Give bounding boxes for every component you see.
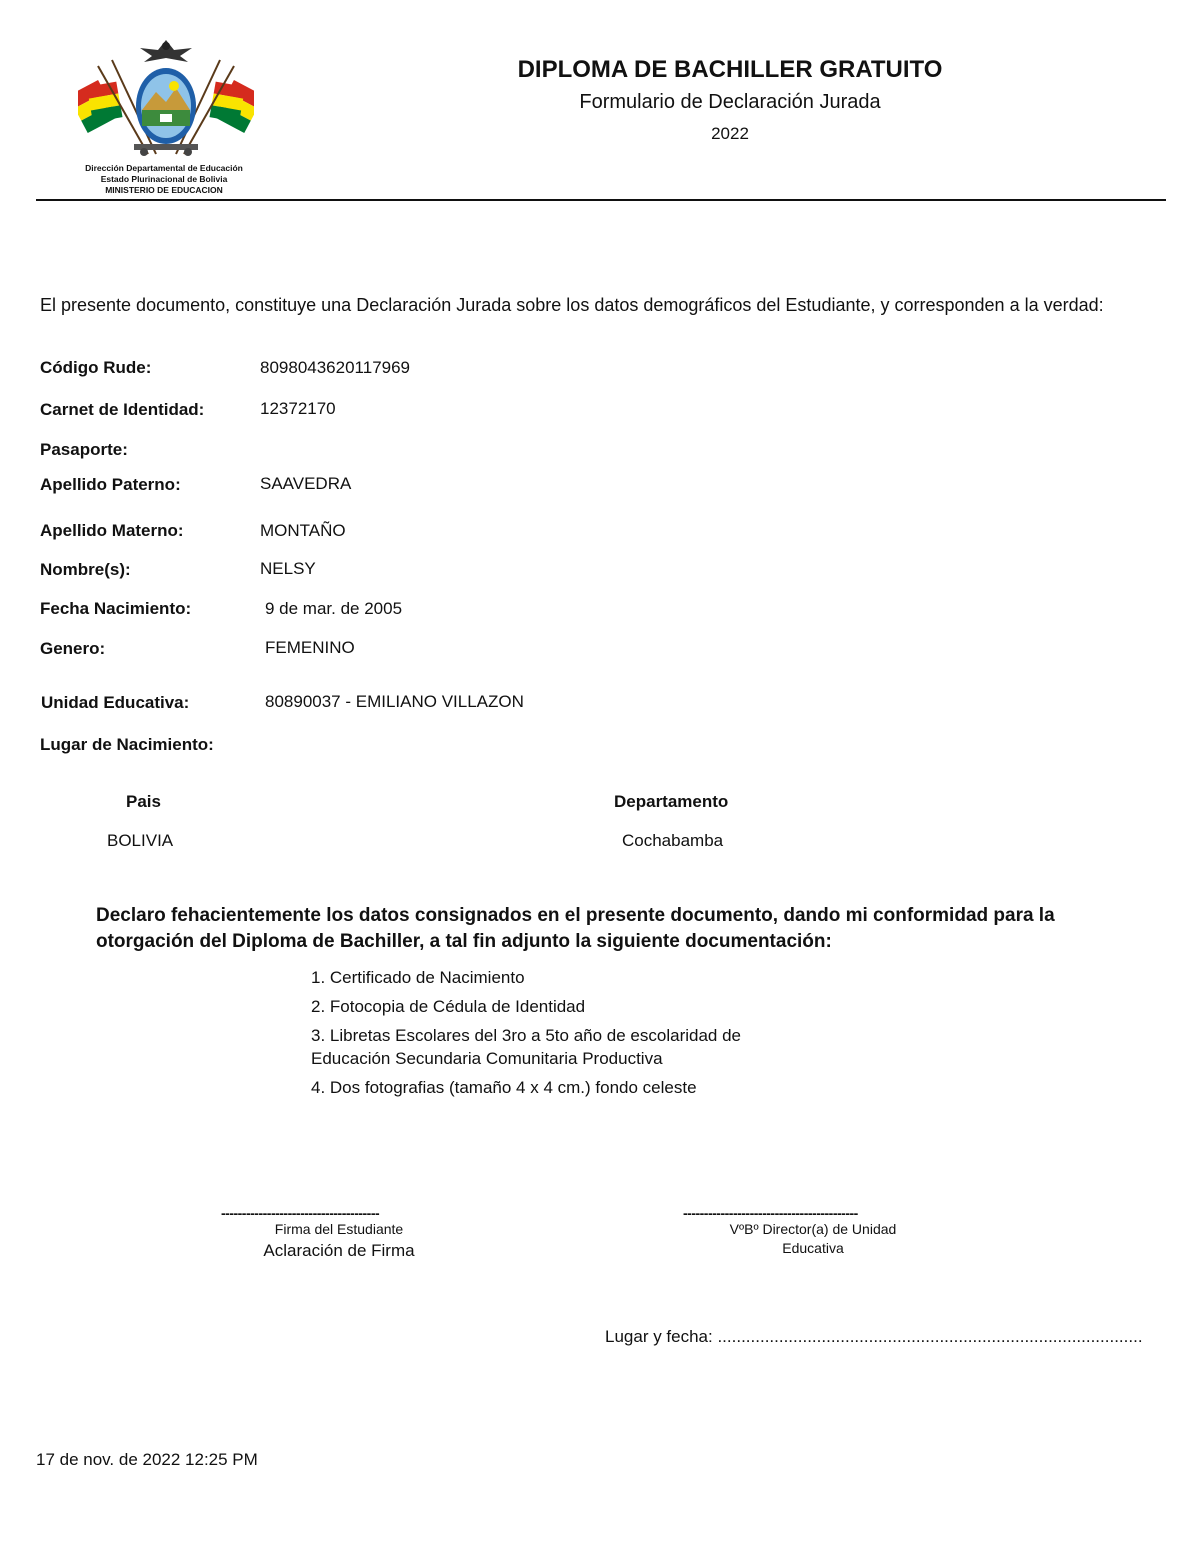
ci-value: 12372170 bbox=[260, 399, 336, 418]
header-divider bbox=[36, 199, 1166, 201]
pais-header: Pais bbox=[126, 792, 161, 811]
departamento-value: Cochabamba bbox=[622, 831, 724, 850]
document-item-2: 2. Fotocopia de Cédula de Identidad bbox=[311, 997, 586, 1016]
rude-label: Código Rude: bbox=[40, 358, 152, 377]
apellido-materno-value: MONTAÑO bbox=[260, 521, 346, 540]
institution-line-1: Dirección Departamental de Educación bbox=[85, 163, 243, 173]
unidad-educativa-label: Unidad Educativa: bbox=[41, 693, 190, 712]
document-item-1: 1. Certificado de Nacimiento bbox=[311, 968, 525, 987]
document-title: DIPLOMA DE BACHILLER GRATUITO bbox=[517, 56, 943, 83]
director-signature-line: ------------------------------------------ bbox=[683, 1205, 858, 1221]
fecha-nacimiento-label: Fecha Nacimiento: bbox=[40, 599, 192, 618]
student-signature-label: Firma del Estudiante bbox=[274, 1221, 404, 1237]
director-signature-label-cont: Educativa bbox=[782, 1240, 844, 1256]
document-item-3: 3. Libretas Escolares del 3ro a 5to año de escolaridad de bbox=[311, 1026, 741, 1045]
lugar-nacimiento-label: Lugar de Nacimiento: bbox=[40, 735, 214, 754]
declaration-text: Declaro fehacientemente los datos consignados en el presente documento, dando mi conformidad para la otorgación del Diploma de Bachiller, a tal fin adjunto la siguiente documentación: bbox=[96, 905, 1055, 952]
document-subtitle: Formulario de Declaración Jurada bbox=[579, 91, 881, 113]
fecha-nacimiento-value: 9 de mar. de 2005 bbox=[265, 599, 403, 618]
apellido-paterno-value: SAAVEDRA bbox=[260, 474, 352, 493]
apellido-materno-label: Apellido Materno: bbox=[40, 521, 184, 540]
nombres-label: Nombre(s): bbox=[40, 560, 131, 579]
intro-paragraph: El presente documento, constituye una Declaración Jurada sobre los datos demográficos del Estudiante, y corresponden a la verdad: bbox=[40, 295, 1104, 315]
document-item-4: 4. Dos fotografias (tamaño 4 x 4 cm.) fondo celeste bbox=[311, 1078, 697, 1097]
student-clarification-label: Aclaración de Firma bbox=[263, 1241, 415, 1260]
pasaporte-label: Pasaporte: bbox=[40, 440, 128, 459]
document-year: 2022 bbox=[711, 124, 749, 143]
rude-value: 8098043620117969 bbox=[260, 358, 411, 377]
institution-line-3: MINISTERIO DE EDUCACION bbox=[105, 185, 223, 195]
place-date-field: Lugar y fecha: .......................................................................................... bbox=[605, 1327, 1143, 1346]
unidad-educativa-value: 80890037 - EMILIANO VILLAZON bbox=[265, 692, 524, 711]
departamento-header: Departamento bbox=[614, 792, 729, 811]
pais-value: BOLIVIA bbox=[107, 831, 174, 850]
document-item-3-cont: Educación Secundaria Comunitaria Productiva bbox=[311, 1049, 663, 1068]
genero-label: Genero: bbox=[40, 639, 106, 658]
student-signature-line: -------------------------------------- bbox=[221, 1205, 380, 1221]
genero-value: FEMENINO bbox=[265, 638, 355, 657]
ci-label: Carnet de Identidad: bbox=[40, 400, 205, 419]
apellido-paterno-label: Apellido Paterno: bbox=[40, 475, 181, 494]
director-signature-label: VºBº Director(a) de Unidad bbox=[729, 1221, 897, 1237]
nombres-value: NELSY bbox=[260, 559, 316, 578]
coat-of-arms-icon bbox=[78, 36, 254, 160]
institution-line-2: Estado Plurinacional de Bolivia bbox=[100, 174, 228, 184]
footer-timestamp: 17 de nov. de 2022 12:25 PM bbox=[36, 1450, 258, 1469]
